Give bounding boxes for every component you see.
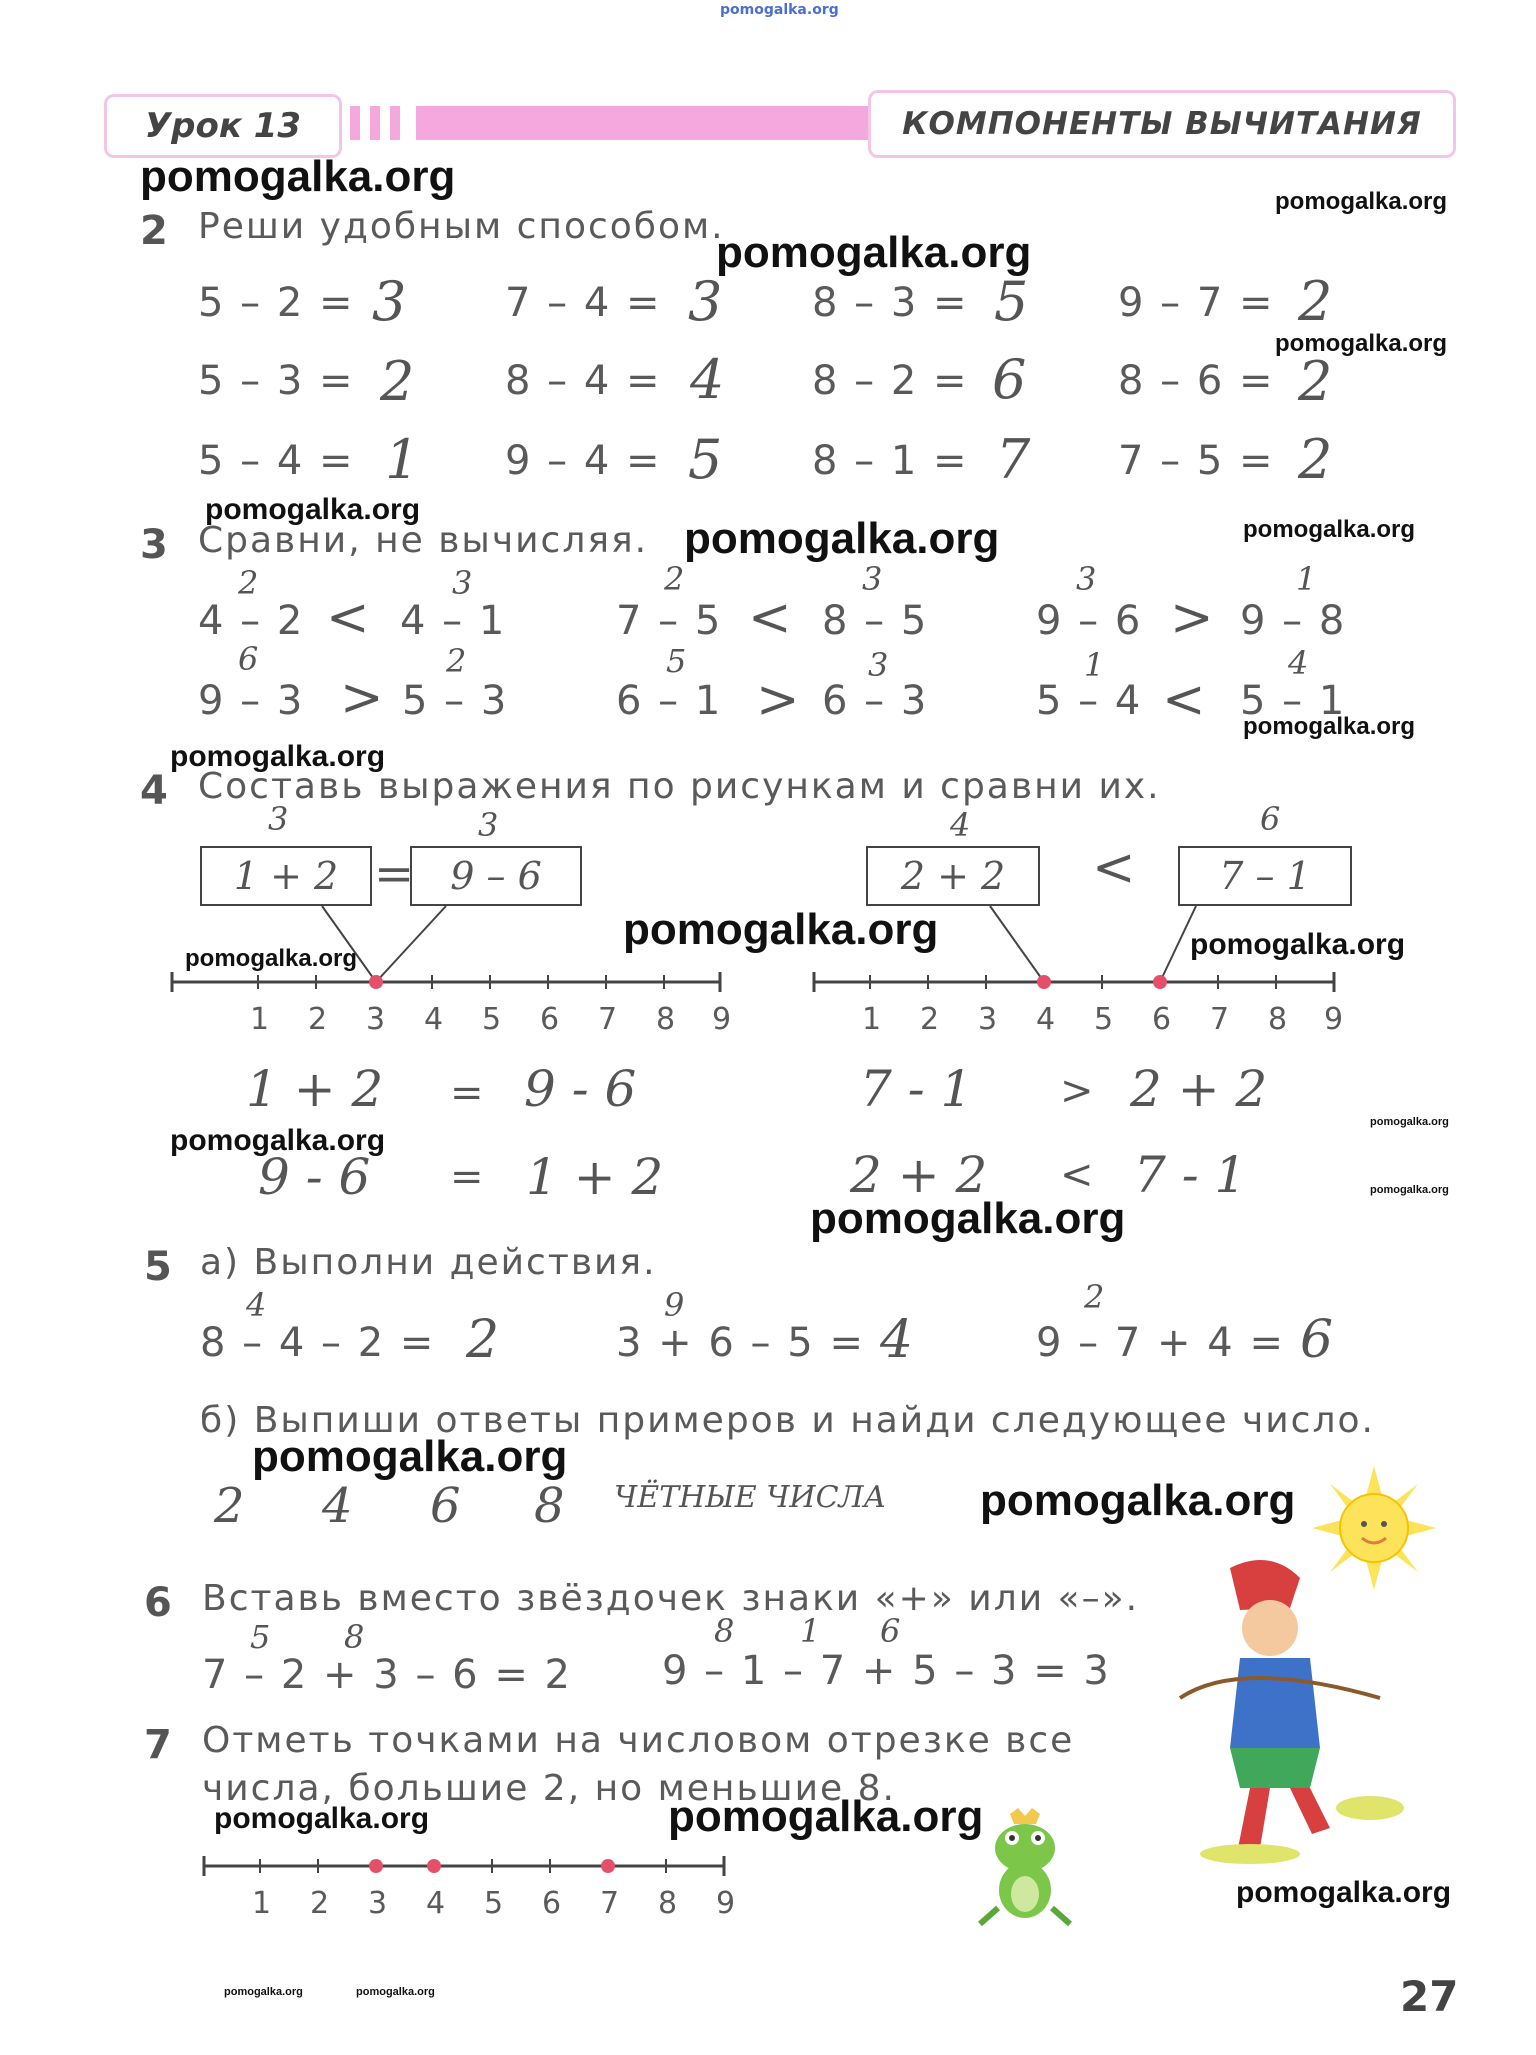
handwritten-answer: 8 bbox=[534, 1478, 565, 1534]
watermark: pomogalka.org bbox=[205, 493, 421, 526]
watermark: pomogalka.org bbox=[623, 905, 939, 954]
handwritten-expression: 1 + 2 bbox=[526, 1148, 664, 1206]
expression: 5 – 2 = bbox=[198, 280, 355, 326]
exercise-number: 3 bbox=[140, 522, 168, 568]
tick-label: 6 bbox=[542, 1886, 564, 1921]
handwritten-value: 2 bbox=[1084, 1278, 1105, 1316]
handwritten-value: 6 bbox=[880, 1612, 901, 1650]
number-dot bbox=[1037, 975, 1051, 989]
number-dot bbox=[601, 1859, 615, 1873]
exercise-instruction: числа, большие 2, но меньшие 8. bbox=[202, 1768, 896, 1809]
watermark: pomogalka.org bbox=[1370, 1184, 1449, 1196]
expression: 9 – 7 = bbox=[1118, 280, 1275, 326]
watermark: pomogalka.org bbox=[1236, 1876, 1452, 1909]
tick-label: 2 bbox=[920, 1002, 942, 1037]
exercise-instruction: Составь выражения по рисункам и сравни их. bbox=[198, 766, 1161, 807]
expression: 9 – 8 bbox=[1240, 598, 1347, 644]
number-line-right bbox=[814, 972, 1334, 992]
handwritten-value: 2 bbox=[664, 560, 685, 598]
watermark: pomogalka.org bbox=[684, 514, 1000, 563]
handwritten-answer: 6 bbox=[430, 1478, 461, 1534]
handwritten-value: 2 bbox=[446, 642, 467, 680]
watermark: pomogalka.org bbox=[224, 1986, 303, 1998]
number-dot bbox=[369, 1859, 383, 1873]
exercise-instruction: Отметь точками на числовом отрезке все bbox=[202, 1720, 1075, 1761]
watermark: pomogalka.org bbox=[1275, 188, 1448, 215]
tick-label: 8 bbox=[656, 1002, 678, 1037]
box-expression: 7 – 1 bbox=[1219, 854, 1311, 898]
expression: 8 – 6 = bbox=[1118, 358, 1275, 404]
tick-label: 5 bbox=[482, 1002, 504, 1037]
tick-label: 1 bbox=[862, 1002, 884, 1037]
watermark: pomogalka.org bbox=[170, 1124, 386, 1157]
tick-label: 3 bbox=[978, 1002, 1000, 1037]
expression: 4 – 2 bbox=[198, 598, 305, 644]
handwritten-value: 3 bbox=[1076, 560, 1097, 598]
expression: 3 + 6 – 5 = bbox=[616, 1320, 865, 1366]
handwritten-sign: < bbox=[748, 588, 792, 648]
handwritten-value: 3 bbox=[452, 564, 473, 602]
handwritten-answer: 7 bbox=[996, 428, 1031, 491]
handwritten-sign: = bbox=[374, 846, 415, 902]
number-dot bbox=[369, 975, 383, 989]
tick-label: 3 bbox=[368, 1886, 390, 1921]
watermark: pomogalka.org bbox=[716, 228, 1032, 277]
expression: 9 – 3 bbox=[198, 678, 305, 724]
expression: 5 – 4 bbox=[1036, 678, 1143, 724]
number-dot bbox=[427, 1859, 441, 1873]
tick-label: 8 bbox=[658, 1886, 680, 1921]
handwritten-sign: > bbox=[340, 668, 384, 728]
handwritten-answer: 2 bbox=[466, 1310, 500, 1370]
header-title: КОМПОНЕНТЫ ВЫЧИТАНИЯ bbox=[902, 106, 1422, 142]
expression: 7 – 5 bbox=[616, 598, 723, 644]
tick-label: 4 bbox=[1036, 1002, 1058, 1037]
handwritten-answer: 2 bbox=[1298, 428, 1333, 491]
tick-label: 2 bbox=[310, 1886, 332, 1921]
exercise-number: 4 bbox=[140, 768, 168, 814]
frog-illustration bbox=[970, 1808, 1080, 1928]
handwritten-answer: 2 bbox=[1298, 270, 1333, 333]
handwritten-answer: 6 bbox=[992, 348, 1027, 411]
box-expression: 9 – 6 bbox=[450, 854, 542, 898]
expression: 6 – 1 bbox=[616, 678, 723, 724]
watermark: pomogalka.org bbox=[185, 945, 358, 972]
handwritten-note: ЧЁТНЫЕ ЧИСЛА bbox=[614, 1480, 887, 1515]
tick-label: 1 bbox=[250, 1002, 272, 1037]
box-expression: 2 + 2 bbox=[900, 854, 1006, 898]
handwritten-sign: > bbox=[756, 670, 800, 730]
handwritten-answer: 4 bbox=[690, 348, 725, 411]
lesson-number: Урок 13 bbox=[144, 106, 302, 146]
handwritten-answer: 3 bbox=[688, 270, 723, 333]
number-line-ex7 bbox=[204, 1856, 724, 1876]
watermark: pomogalka.org bbox=[356, 1986, 435, 1998]
tick-label: 9 bbox=[712, 1002, 734, 1037]
handwritten-expression: 2 + 2 bbox=[850, 1146, 988, 1204]
watermark: pomogalka.org bbox=[668, 1792, 984, 1841]
handwritten-value: 9 bbox=[664, 1286, 685, 1324]
expression: 7 – 5 = bbox=[1118, 438, 1275, 484]
handwritten-sign: < bbox=[1162, 670, 1206, 730]
handwritten-expression: 7 - 1 bbox=[860, 1060, 973, 1118]
handwritten-answer: 2 bbox=[1298, 350, 1333, 413]
handwritten-value: 2 bbox=[238, 564, 259, 602]
handwritten-answer: 2 bbox=[214, 1478, 245, 1534]
tick-label: 4 bbox=[424, 1002, 446, 1037]
exercise-instruction: Сравни, не вычисляя. bbox=[198, 520, 649, 561]
handwritten-expression: 9 - 6 bbox=[258, 1148, 371, 1206]
handwritten-sign: = bbox=[450, 1154, 484, 1200]
handwritten-sign: > bbox=[1170, 588, 1214, 648]
tick-label: 5 bbox=[1094, 1002, 1116, 1037]
handwritten-value: 8 bbox=[344, 1618, 365, 1656]
handwritten-answer: 4 bbox=[322, 1478, 353, 1534]
watermark: pomogalka.org bbox=[980, 1476, 1296, 1525]
handwritten-value: 4 bbox=[1288, 644, 1309, 682]
handwritten-value: 1 bbox=[800, 1612, 821, 1650]
tick-label: 7 bbox=[600, 1886, 622, 1921]
expression: 8 – 3 = bbox=[812, 280, 969, 326]
expression: 9 – 7 + 4 = bbox=[1036, 1320, 1285, 1366]
watermark: pomogalka.org bbox=[140, 152, 456, 201]
tick-label: 7 bbox=[598, 1002, 620, 1037]
handwritten-answer: 5 bbox=[994, 270, 1029, 333]
expression: 5 – 3 bbox=[402, 678, 509, 724]
expression: 8 – 1 = bbox=[812, 438, 969, 484]
archer-illustration bbox=[1120, 1548, 1420, 1868]
handwritten-answer: 4 bbox=[880, 1310, 914, 1370]
exercise-number: 7 bbox=[144, 1722, 172, 1768]
box-expression: 1 + 2 bbox=[233, 854, 339, 898]
watermark: pomogalka.org bbox=[1243, 516, 1416, 543]
number-line-left bbox=[172, 972, 720, 992]
tick-label: 4 bbox=[426, 1886, 448, 1921]
exercise-instruction: а) Выполни действия. bbox=[200, 1242, 657, 1283]
handwritten-expression: 9 - 6 bbox=[524, 1060, 637, 1118]
tick-label: 5 bbox=[484, 1886, 506, 1921]
handwritten-sign: > bbox=[1060, 1068, 1094, 1114]
expression: 5 – 4 = bbox=[198, 438, 355, 484]
exercise-number: 2 bbox=[140, 208, 168, 254]
expression: 6 – 3 bbox=[822, 678, 929, 724]
handwritten-sign: < bbox=[1092, 838, 1136, 898]
watermark: pomogalka.org bbox=[810, 1194, 1126, 1243]
handwritten-sign: = bbox=[450, 1070, 484, 1116]
exercise-number: 6 bbox=[144, 1580, 172, 1626]
tick-label: 3 bbox=[366, 1002, 388, 1037]
expression: 8 – 4 – 2 = bbox=[200, 1320, 436, 1366]
tick-label: 6 bbox=[540, 1002, 562, 1037]
handwritten-value: 6 bbox=[1260, 800, 1281, 838]
tick-label: 9 bbox=[716, 1886, 738, 1921]
handwritten-value: 4 bbox=[950, 806, 971, 844]
watermark: pomogalka.org bbox=[1370, 1116, 1449, 1128]
handwritten-answer: 3 bbox=[372, 270, 407, 333]
handwritten-value: 1 bbox=[1084, 646, 1105, 684]
tick-label: 7 bbox=[1210, 1002, 1232, 1037]
handwritten-answer: 2 bbox=[380, 350, 415, 413]
handwritten-answer: 6 bbox=[1300, 1310, 1334, 1370]
handwritten-expression: 2 + 2 bbox=[1130, 1060, 1268, 1118]
watermark: pomogalka.org bbox=[1190, 928, 1406, 961]
handwritten-expression: 1 + 2 bbox=[246, 1060, 384, 1118]
expression: 7 – 4 = bbox=[505, 280, 662, 326]
expression: 9 – 6 bbox=[1036, 598, 1143, 644]
watermark: pomogalka.org bbox=[252, 1432, 568, 1481]
top-watermark: pomogalka.org bbox=[720, 2, 839, 18]
expression: 8 – 4 = bbox=[505, 358, 662, 404]
exercise-number: 5 bbox=[144, 1244, 172, 1290]
exercise-instruction: Вставь вместо звёздочек знаки «+» или «–». bbox=[202, 1578, 1140, 1619]
tick-label: 9 bbox=[1324, 1002, 1346, 1037]
handwritten-value: 3 bbox=[268, 800, 289, 838]
tick-label: 6 bbox=[1152, 1002, 1174, 1037]
handwritten-value: 5 bbox=[666, 642, 687, 680]
handwritten-answer: 1 bbox=[385, 428, 420, 491]
handwritten-value: 6 bbox=[238, 640, 259, 678]
watermark: pomogalka.org bbox=[170, 740, 386, 773]
equation: 9 – 1 – 7 + 5 – 3 = 3 bbox=[662, 1648, 1111, 1694]
handwritten-value: 1 bbox=[1296, 560, 1317, 598]
expression: 8 – 2 = bbox=[812, 358, 969, 404]
watermark: pomogalka.org bbox=[1243, 713, 1416, 740]
tick-label: 8 bbox=[1268, 1002, 1290, 1037]
expression: 5 – 3 = bbox=[198, 358, 355, 404]
equation: 7 – 2 + 3 – 6 = 2 bbox=[202, 1652, 572, 1698]
tick-label: 1 bbox=[252, 1886, 274, 1921]
expression: 9 – 4 = bbox=[505, 438, 662, 484]
handwritten-value: 4 bbox=[246, 1286, 267, 1324]
handwritten-sign: < bbox=[1060, 1152, 1094, 1198]
handwritten-value: 3 bbox=[478, 806, 499, 844]
number-dot bbox=[1153, 975, 1167, 989]
expression: 5 – 1 bbox=[1240, 678, 1347, 724]
expression: 8 – 5 bbox=[822, 598, 929, 644]
watermark: pomogalka.org bbox=[214, 1802, 430, 1835]
expression: 4 – 1 bbox=[400, 598, 507, 644]
handwritten-value: 3 bbox=[868, 646, 889, 684]
handwritten-answer: 5 bbox=[688, 428, 723, 491]
tick-label: 2 bbox=[308, 1002, 330, 1037]
exercise-instruction: Реши удобным способом. bbox=[198, 206, 725, 247]
handwritten-value: 8 bbox=[714, 1612, 735, 1650]
page-number: 27 bbox=[1400, 1972, 1459, 2021]
handwritten-value: 5 bbox=[250, 1618, 271, 1656]
handwritten-expression: 7 - 1 bbox=[1134, 1146, 1247, 1204]
handwritten-value: 3 bbox=[862, 560, 883, 598]
exercise-instruction: б) Выпиши ответы примеров и найди следующее число. bbox=[200, 1400, 1375, 1441]
watermark: pomogalka.org bbox=[1275, 330, 1448, 357]
handwritten-sign: < bbox=[326, 588, 370, 648]
